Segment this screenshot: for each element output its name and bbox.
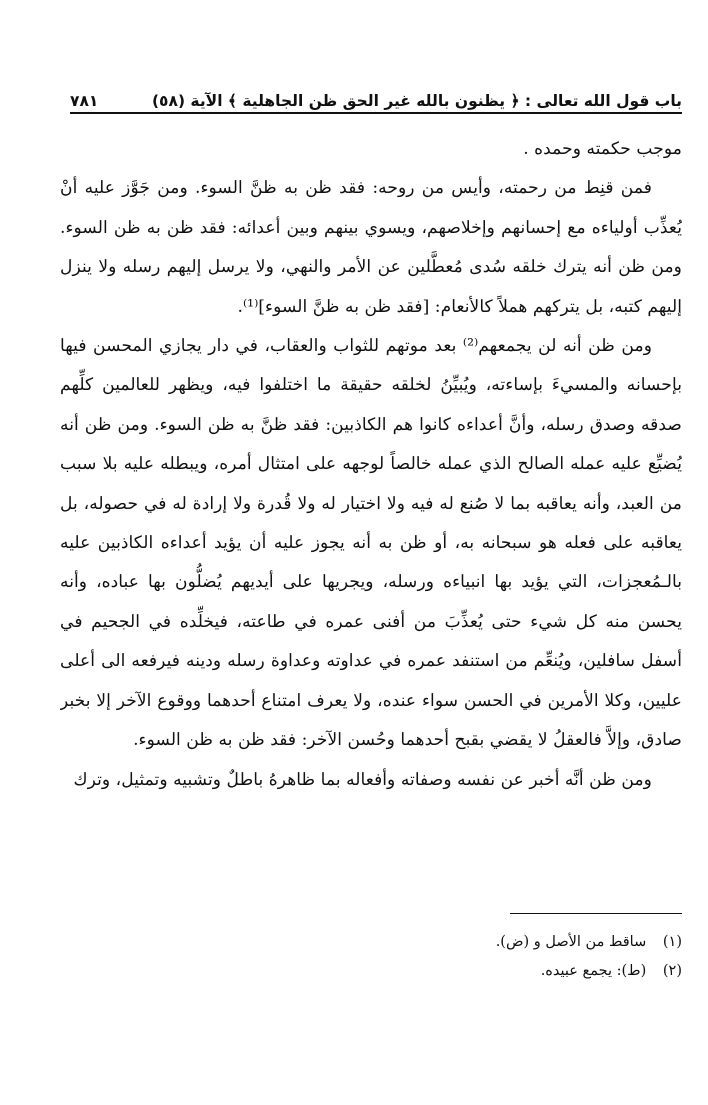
footnote-number: (٢) xyxy=(662,963,682,979)
header-rule xyxy=(70,112,682,114)
paragraph: موجب حكمته وحمده . xyxy=(523,139,682,159)
running-header xyxy=(70,86,682,116)
paragraph: ومن ظن أنه لن يجمعهم⁽²⁾ بعد موتهم للثواب والعقاب، في دار يجازي المحسن فيها بإحسانه والمسيءَ بإساءته، ويُبيِّنُ لخلقه حقيقة ما اختلفوا فيه، ويظهر للعالمين كلِّهم صدقه وصدق رسله، وأنَّ أعداءه كانوا هم الكاذبين: فقد ظنَّ به ظن السوء. ومن ظن أنه يُضيِّع عليه عمله الصالح الذي عمله خالصاً لوجهه على امتثال أمره، ويبطله عليه بلا سبب من العبد، وأنه يعاقبه بما لا صُنع له فيه ولا اختيار له ولا قُدرة ولا إرادة له في حصوله، بل يعاقبه على فعله هو سبحانه به، أو ظن به أنه يجوز عليه أن يؤيد أعداءه الكاذبين عليه بالـمُعجزات، التي يؤيد بها انبياءه ورسله، ويجريها على أيديهم يُضلُّون بها عباده، وأنه يحسن منه كل شيء حتى يُعذِّبَ من أفنى عمره في طاعته، فيخلِّده في الجحيم في أسفل سافلين، ويُنعِّم من استنفد عمره في عداوته وعداوة رسله ودينه فيرفعه الى أعلى عليين، وكلا الأمرين في الحسن سواء عنده، ولا يعرف امتناع أحدهما ووقوع الآخر إلا بخبر صادق، وإلاَّ فالعقلُ لا يقضي بقبح أحدهما وحُسن الآخر: فقد ظن به ظن السوء. xyxy=(60,336,682,751)
main-text xyxy=(60,130,682,890)
footnote-number: (١) xyxy=(662,934,682,950)
footnote xyxy=(60,928,682,957)
paragraph: فمن قنِط من رحمته، وأيس من روحه: فقد ظن به ظنَّ السوء. ومن جَوَّز عليه أنْ يُعذِّب أولياءه مع إحسانهم وإخلاصهم، ويسوي بينهم وبين أعدائه: فقد ظن به ظن السوء. ومن ظن أنه يترك خلقه سُدى مُعطَّلين عن الأمر والنهي، ولا يرسل إليهم رسله ولا ينزل إليهم كتبه، بل يتركهم هملاً كالأنعام: [فقد ظن به ظنَّ السوء]⁽¹⁾. xyxy=(60,178,682,317)
footnote-separator xyxy=(510,913,682,914)
paragraph: ومن ظن أنَّه أخبر عن نفسه وصفاته وأفعاله بما ظاهرهُ باطلٌ وتشبيه وتمثيل، وترك xyxy=(73,769,652,790)
footnotes xyxy=(60,928,682,986)
header-title: باب قول الله تعالى : ﴿ يظنون بالله غير الحق ظن الجاهلية ﴾ الآية (٥٨) xyxy=(151,92,682,110)
footnote xyxy=(60,957,682,986)
footnote-text: ساقط من الأصل و (ض). xyxy=(495,934,647,950)
footnote-text: (ط): يجمع عبيده. xyxy=(540,963,647,979)
page-number: ٧٨١ xyxy=(70,92,99,110)
